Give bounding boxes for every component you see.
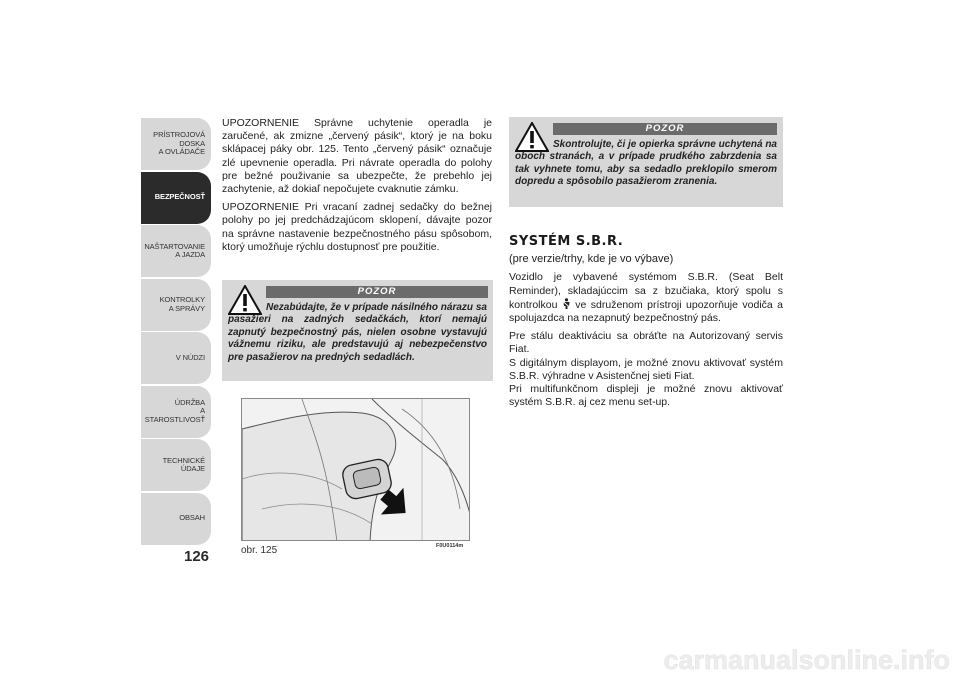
tab-nastartovanie[interactable]: NAŠTARTOVANIE A JAZDA [141,225,211,277]
section-heading: SYSTÉM S.B.R. [509,234,624,249]
figure-code: F0U0114m [436,543,464,549]
chapter-tabs [141,118,211,546]
paragraph-sbr-deactivation: Pre stálu deaktiváciu sa obráťte na Autorizovaný servis Fiat. [509,330,783,356]
paragraph-upozornenie-2: UPOZORNENIE Pri vracaní zadnej sedačky do bežnej polohy po jej predchádzajúcom sklopení, dávajte pozor na správne nastavenie bezpečnostného pásu spôsobom, ktorý umožňuje rýchlu dostupnosť pre použitie. [222,201,492,253]
tab-udrzba[interactable]: ÚDRŽBA A STAROSTLIVOSŤ [141,386,211,438]
paragraph-sbr-description [509,271,783,325]
paragraph-text: ve sdruženom prístroji upozorňuje vodiča a spolujazdca na nezapnutý bezpečnostný pás. [509,298,783,325]
paragraph-text: Vozidlo je vybavené systémom S.B.R. (Seat Belt Reminder), skladajúccim sa z bzučiaka, ktorý spolu s kontrolkou [509,271,783,311]
page-number: 126 [184,548,210,565]
sbr-section [509,235,783,414]
warning-title: POZOR [553,123,777,135]
tab-obsah[interactable]: OBSAH [141,493,211,545]
paragraph-upozornenie-1: UPOZORNENIE Správne uchytenie operadla je zaručené, ak zmizne „červený pásik“, ktorý je na boku sklápacej páky obr. 125. Tento „červený pásik“ označuje zlé upevnenie operadla. Pri návrate operadla do polohy pre bežné použivanie sa ubezpečte, že prebehlo jej zachytenie, až dokiaľ nepočujete cvaknutie zámku. [222,117,492,196]
tab-pristrojova-doska[interactable]: PRÍSTROJOVÁ DOSKA A OVLÁDAČE [141,118,211,170]
tab-technicke-udaje[interactable]: TECHNICKÉ ÚDAJE [141,439,211,491]
watermark [0,637,960,679]
seat-lever-illustration [242,399,470,541]
tab-kontrolky[interactable]: KONTROLKY A SPRÁVY [141,279,211,331]
figure-caption: obr. 125 [241,545,278,556]
watermark-logo [650,637,960,679]
paragraph-sbr-multifunction: Pri multifunkčnom displeji je možné znovu aktivovať systém S.B.R. aj cez menu set-up. [509,383,783,409]
warning-text: Skontrolujte, či je opierka správne uchytená na oboch stranách, a v prípade prudkého zabrzdenia sa tak vyhnete tomu, aby sa sedadlo preklopilo smerom dopredu a spôsobilo pasažierom zranenia. [515,139,777,188]
warning-box-rear-passengers [222,280,493,381]
warning-box-headrest [509,117,783,207]
left-column [222,117,492,259]
warning-text: Nezabúdajte, že v prípade násilného nárazu sa pasažieri na zadných sedačkách, ktorí nemajú zapnutý bezpečnostný pás, nielen osobne vystavujú vážnemu riziku, ale predstavujú aj nebezpečenstvo pre pasažierov na predných sedadlách. [228,302,487,363]
tab-bezpecnost[interactable]: BEZPEČNOSŤ [141,172,211,224]
warning-title: POZOR [266,286,488,298]
tab-v-nudzi[interactable]: V NÚDZI [141,332,211,384]
watermark-text: carmanualsonline.info [663,645,950,675]
figure-seat-lever [241,398,470,541]
paragraph-sbr-digital: S digitálnym displayom, je možné znovu aktivovať systém S.B.R. výhradne v Asistenčnej sieti Fiat. [509,356,783,382]
section-subheading: (pre verzie/trhy, kde je vo výbave) [509,253,674,266]
seatbelt-warning-icon [562,298,571,309]
